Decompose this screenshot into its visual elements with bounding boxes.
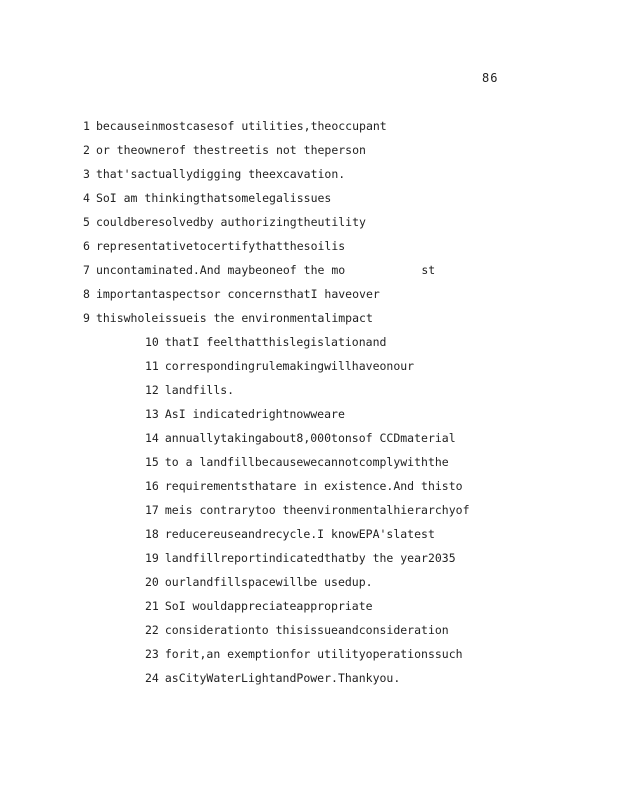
line-text: considerationto thisissueandconsideration [164, 623, 449, 637]
transcript-line [83, 310, 373, 326]
line-number: 22 [145, 623, 159, 637]
transcript-line [145, 358, 414, 374]
line-text: landfillreportindicatedthatby the year2035 [164, 551, 456, 565]
line-text: thatI feelthatthislegislationand [164, 335, 387, 349]
line-text: to a landfillbecausewecannotcomplywiththe [164, 455, 449, 469]
line-text: representativetocertifythatthesoilis [95, 239, 346, 253]
line-text: uncontaminated.And maybeoneof the mo st [95, 263, 436, 277]
line-text: SoI wouldappreciateappropriate [164, 599, 373, 613]
line-text: forit,an exemptionfor utilityoperationssuch [164, 647, 463, 661]
transcript-line [145, 430, 456, 446]
transcript-line [83, 286, 380, 302]
line-number: 11 [145, 359, 159, 373]
line-text: that'sactuallydigging theexcavation. [95, 167, 346, 181]
line-number: 20 [145, 575, 159, 589]
transcript-line [83, 142, 366, 158]
line-number: 4 [83, 191, 90, 205]
line-text: annuallytakingabout8,000tonsof CCDmaterial [164, 431, 456, 445]
transcript-line [83, 238, 345, 254]
line-number: 5 [83, 215, 90, 229]
line-number: 10 [145, 335, 159, 349]
line-number: 3 [83, 167, 90, 181]
line-text: importantaspectsor concernsthatI haveover [95, 287, 380, 301]
transcript-line [145, 622, 449, 638]
transcript-line [145, 526, 435, 542]
line-number: 18 [145, 527, 159, 541]
transcript-line [145, 598, 373, 614]
line-number: 21 [145, 599, 159, 613]
line-number: 6 [83, 239, 90, 253]
transcript-line [83, 190, 331, 206]
transcript-line [145, 574, 373, 590]
line-text: becauseinmostcasesof utilities,theoccupant [95, 119, 387, 133]
line-number: 16 [145, 479, 159, 493]
line-text: AsI indicatedrightnowweare [164, 407, 345, 421]
line-text: reducereuseandrecycle.I knowEPA'slatest [164, 527, 435, 541]
transcript-line [145, 646, 463, 662]
line-text: landfills. [164, 383, 235, 397]
line-number: 1 [83, 119, 90, 133]
line-text: couldberesolvedby authorizingtheutility [95, 215, 366, 229]
line-number: 12 [145, 383, 159, 397]
line-number: 19 [145, 551, 159, 565]
transcript-line [145, 454, 449, 470]
line-number: 15 [145, 455, 159, 469]
transcript-line [83, 262, 435, 278]
transcript-line [83, 166, 345, 182]
transcript-line [145, 478, 463, 494]
line-number: 14 [145, 431, 159, 445]
line-text: asCityWaterLightandPower.Thankyou. [164, 671, 401, 685]
page-number: 86 [482, 71, 499, 85]
line-text: meis contrarytoo theenvironmentalhierarchyof [164, 503, 470, 517]
line-number: 17 [145, 503, 159, 517]
line-number: 8 [83, 287, 90, 301]
transcript-line [83, 118, 387, 134]
line-number: 24 [145, 671, 159, 685]
line-text: or theownerof thestreetis not theperson [95, 143, 366, 157]
line-text: ourlandfillspacewillbe usedup. [164, 575, 373, 589]
line-text: requirementsthatare in existence.And thisto [164, 479, 463, 493]
line-number: 2 [83, 143, 90, 157]
transcript-line [145, 550, 456, 566]
line-number: 23 [145, 647, 159, 661]
line-text: SoI am thinkingthatsomelegalissues [95, 191, 332, 205]
line-text: correspondingrulemakingwillhaveonour [164, 359, 415, 373]
transcript-line [145, 406, 345, 422]
line-text: thiswholeissueis the environmentalimpact [95, 311, 373, 325]
line-number: 13 [145, 407, 159, 421]
transcript-line [145, 502, 470, 518]
transcript-line [145, 382, 234, 398]
line-number: 9 [83, 311, 90, 325]
transcript-line [145, 334, 386, 350]
line-number: 7 [83, 263, 90, 277]
transcript-line [145, 670, 400, 686]
transcript-line [83, 214, 366, 230]
